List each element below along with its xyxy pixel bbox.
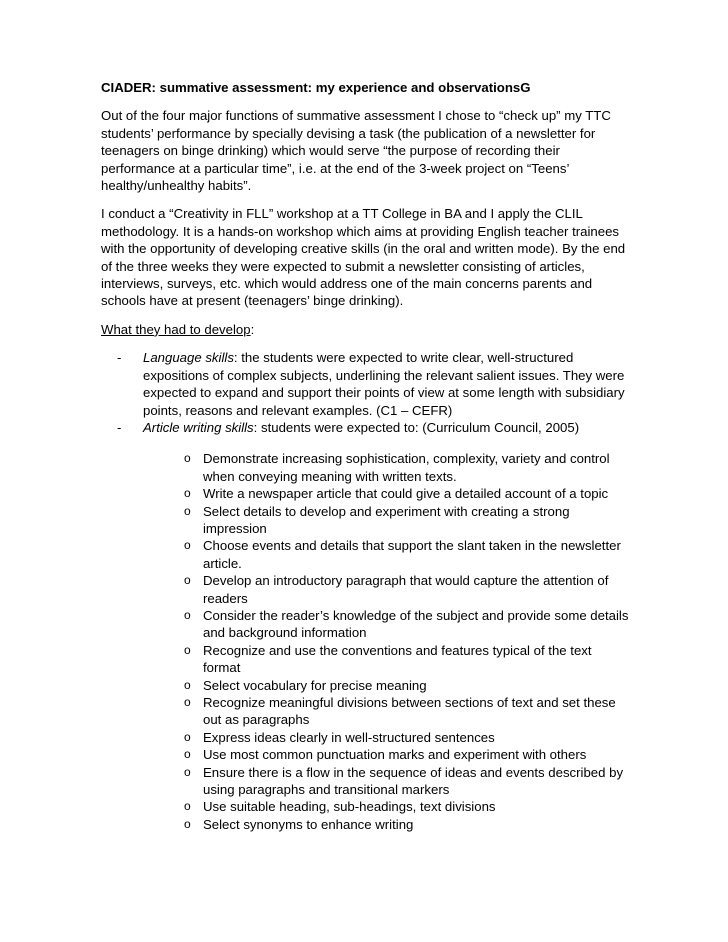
list-item-text: Choose events and details that support the slant taken in the newsletter article. (203, 538, 621, 571)
list-item-text: Write a newspaper article that could give a detailed account of a topic (203, 486, 609, 502)
skill-text: : the students were expected to write clear, well-structured expositions of complex subjects, underlining the relevant salient issues. They were expected to expand and support their points of view at some length with subsidiary points, reasons and relevant examples. (C1 – CEFR) (143, 350, 625, 418)
list-item (184, 572, 632, 607)
circle-bullet-icon: o (184, 573, 191, 588)
develop-heading (101, 321, 632, 338)
list-item (184, 642, 632, 677)
list-item (184, 746, 632, 763)
list-item (184, 503, 632, 538)
list-item-article-writing-skills (101, 419, 632, 436)
circle-bullet-icon: o (184, 677, 191, 692)
circle-bullet-icon: o (184, 503, 191, 518)
list-item (184, 677, 632, 694)
list-item (184, 694, 632, 729)
skills-list (101, 349, 632, 436)
list-item (184, 729, 632, 746)
article-skills-list (101, 450, 632, 833)
list-item (184, 764, 632, 799)
list-item-text: Demonstrate increasing sophistication, complexity, variety and control when conveying meaning with written texts. (203, 451, 610, 484)
list-item (184, 816, 632, 833)
skill-text: : students were expected to: (Curriculum Council, 2005) (253, 419, 580, 435)
intro-paragraph: Out of the four major functions of summative assessment I chose to “check up” my TTC students’ performance by specially devising a task (the publication of a newsletter for teenagers on binge drinking) which would serve “the purpose of recording their performance at a particular time”, i.e. at the end of the 3-week project on “Teens’ healthy/unhealthy habits”. (101, 108, 611, 194)
list-item-text: Select vocabulary for precise meaning (203, 677, 427, 693)
list-item-text: Use most common punctuation marks and experiment with others (203, 747, 587, 763)
workshop-paragraph: I conduct a “Creativity in FLL” workshop at a TT College in BA and I apply the CLIL methodology. It is a hands-on workshop which aims at providing English teacher trainees with the opportunity of developing creative skills (in the oral and written mode). By the end of the three weeks they were expected to submit a newsletter consisting of articles, interviews, surveys, etc. which would address one of the main concerns parents and schools have at present (teenagers’ binge drinking). (101, 206, 626, 309)
list-item (184, 798, 632, 815)
circle-bullet-icon: o (184, 538, 191, 553)
develop-heading-colon: : (250, 321, 255, 337)
list-item-text: Develop an introductory paragraph that would capture the attention of readers (203, 573, 609, 606)
circle-bullet-icon: o (184, 729, 191, 744)
dash-marker: - (117, 350, 122, 366)
list-item (184, 485, 632, 502)
circle-bullet-icon: o (184, 607, 191, 622)
circle-bullet-icon: o (184, 451, 191, 466)
list-item-text: Ensure there is a flow in the sequence of ideas and events described by using paragraphs and transitional markers (203, 764, 624, 798)
develop-heading-text: What they had to develop (101, 321, 251, 337)
list-item-text: Select synonyms to enhance writing (203, 816, 414, 832)
list-item-text: Consider the reader’s knowledge of the subject and provide some details and background information (203, 607, 629, 641)
list-item (184, 537, 632, 572)
circle-bullet-icon: o (184, 764, 191, 779)
circle-bullet-icon: o (184, 816, 191, 831)
skill-label: Language skills (143, 350, 234, 366)
circle-bullet-icon: o (184, 799, 191, 814)
list-item-language-skills (101, 349, 632, 419)
list-item (184, 607, 632, 642)
list-item-text: Select details to develop and experiment with creating a strong impression (203, 503, 570, 536)
list-item-text: Recognize and use the conventions and features typical of the text format (203, 642, 592, 676)
circle-bullet-icon: o (184, 486, 191, 501)
document-title: CIADER: summative assessment: my experience and observationsG (101, 80, 531, 95)
circle-bullet-icon: o (184, 747, 191, 762)
skill-label: Article writing skills (143, 419, 254, 435)
list-item-text: Recognize meaningful divisions between sections of text and set these out as paragraphs (203, 695, 616, 728)
list-item-text: Express ideas clearly in well-structured sentences (203, 729, 495, 745)
list-item (184, 450, 632, 485)
dash-marker: - (117, 419, 122, 435)
list-item-text: Use suitable heading, sub-headings, text divisions (203, 799, 496, 815)
circle-bullet-icon: o (184, 695, 191, 709)
circle-bullet-icon: o (184, 642, 191, 657)
